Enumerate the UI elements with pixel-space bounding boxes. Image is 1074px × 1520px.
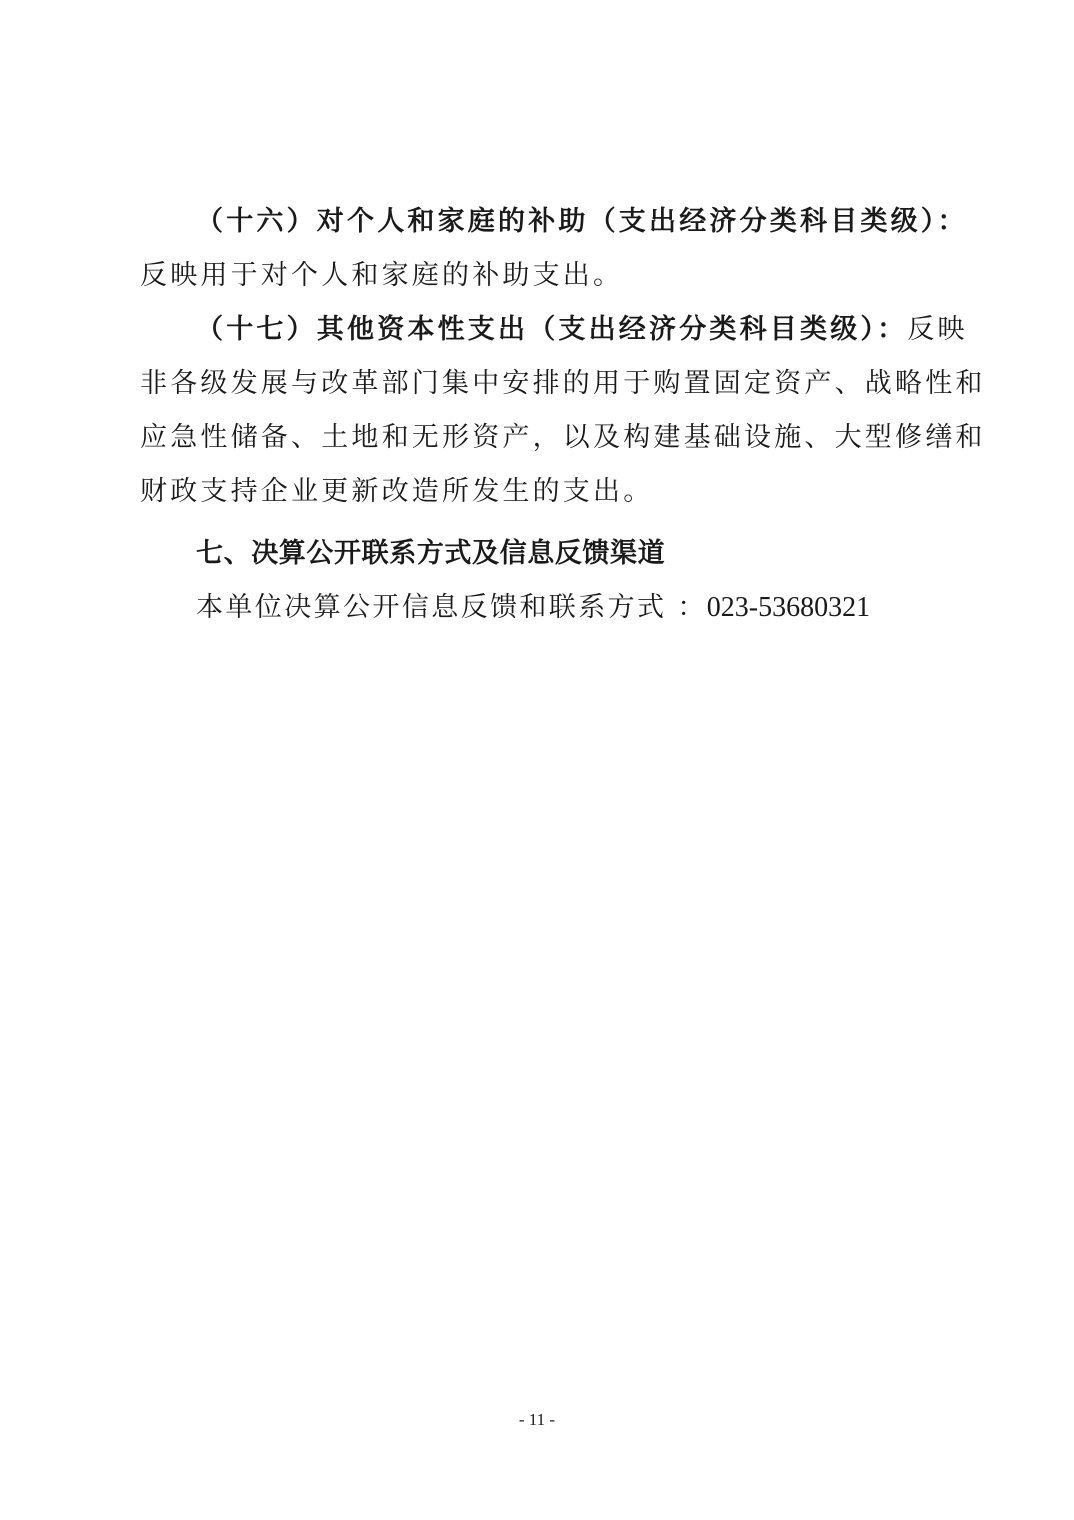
paragraph-17-line-4: 财政支持企业更新改造所发生的支出。: [140, 476, 654, 507]
paragraph-16-label: （十六）对个人和家庭的补助（支出经济分类科目类级）：: [196, 206, 968, 237]
section-heading: 七、决算公开联系方式及信息反馈渠道: [196, 538, 666, 569]
contact-label: 本单位决算公开信息反馈和联系方式 ：: [196, 592, 707, 623]
paragraph-17-line-3: 应急性储备、土地和无形资产，以及构建基础设施、大型修缮和: [140, 422, 986, 453]
paragraph-17-label: （十七）其他资本性支出（支出经济分类科目类级）：: [196, 314, 908, 345]
paragraph-16-line-2: 反映用于对个人和家庭的补助支出。: [140, 260, 624, 291]
page-number: - 11 -: [518, 1410, 556, 1429]
contact-line: [196, 590, 870, 626]
paragraph-16-line-1: [196, 204, 996, 240]
contact-phone-number: 023-53680321: [706, 592, 871, 623]
paragraph-17-line-1-tail: 反映: [907, 314, 968, 345]
paragraph-17-line-2: 非各级发展与改革部门集中安排的用于购置固定资产、战略性和: [140, 368, 986, 399]
paragraph-17-line-1: [196, 312, 996, 348]
